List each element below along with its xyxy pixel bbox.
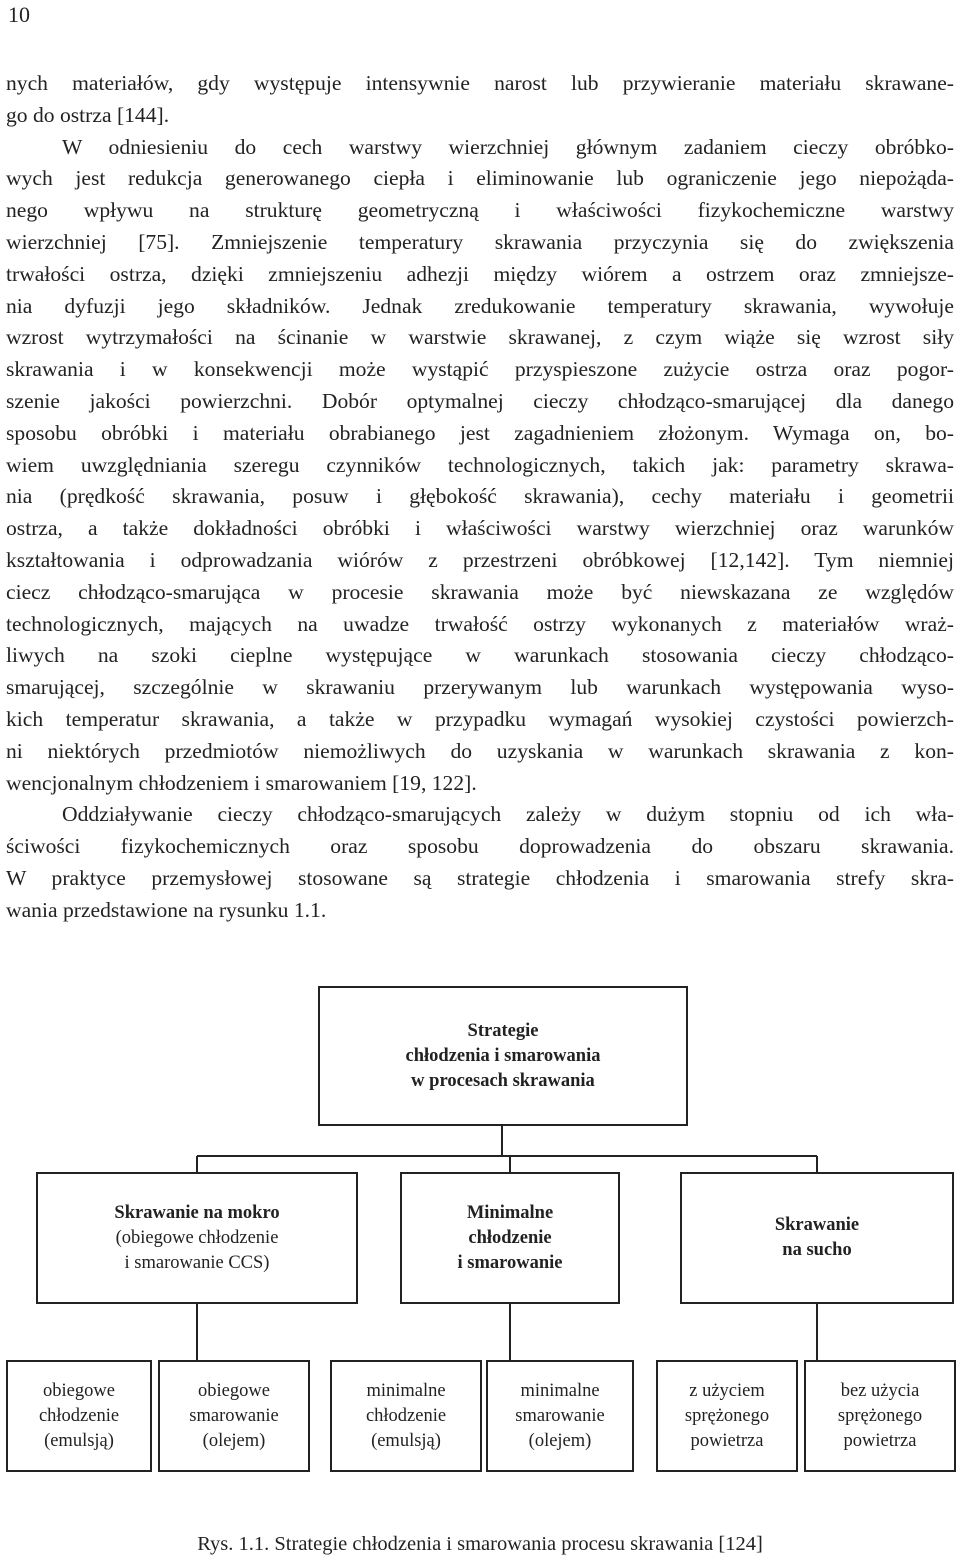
- leaf-box-with-compressed-air: [656, 1360, 798, 1472]
- box-line: na sucho: [782, 1240, 852, 1260]
- leaf-box-circulating-lubrication: [158, 1360, 310, 1472]
- body-text: [6, 68, 954, 927]
- leaf-line: smarowanie: [515, 1405, 605, 1426]
- leaf-line: powietrza: [690, 1430, 764, 1451]
- text-line: sposobu obróbki i materiału obrabianego jest zagadnieniem złożonym. Wymaga on, bo-: [6, 420, 954, 445]
- leaf-line: z użyciem: [689, 1380, 765, 1401]
- text-line: nia (prędkość skrawania, posuw i głębokość skrawania), cechy materiału i geometrii: [6, 484, 954, 509]
- root-line: chłodzenia i smarowania: [405, 1045, 601, 1066]
- page-number: 10: [8, 2, 30, 27]
- leaf-box-without-compressed-air: [804, 1360, 956, 1472]
- box-line: i smarowanie CCS): [124, 1252, 270, 1273]
- leaf-line: (olejem): [202, 1430, 266, 1451]
- leaf-line: sprężonego: [837, 1405, 923, 1426]
- leaf-line: (olejem): [528, 1430, 592, 1451]
- text-line: ciecz chłodząco-smarująca w procesie skrawania może być niewskazana ze względów: [6, 579, 954, 604]
- strategy-diagram: [0, 960, 960, 1480]
- text-line: wencjonalnym chłodzeniem i smarowaniem [19, 122].: [6, 770, 477, 795]
- leaf-line: minimalne: [366, 1380, 446, 1401]
- leaf-box-minimal-cooling: [330, 1360, 482, 1472]
- text-line: szenie jakości powierzchni. Dobór optymalnej cieczy chłodząco-smarującej dla danego: [6, 388, 954, 413]
- text-line: kich temperatur skrawania, a także w przypadku wymagań wysokiej czystości powierzch-: [6, 706, 954, 731]
- box-line: (obiegowe chłodzenie: [115, 1227, 279, 1248]
- root-line: w procesach skrawania: [411, 1070, 595, 1091]
- text-line: trwałości ostrza, dzięki zmniejszeniu adhezji między wiórem a ostrzem oraz zmniejsze-: [6, 261, 954, 286]
- leaf-line: (emulsją): [44, 1430, 114, 1451]
- box-line: Skrawanie: [774, 1215, 860, 1235]
- leaf-box-minimal-lubrication: [486, 1360, 634, 1472]
- diagram-root-box: [318, 986, 688, 1126]
- box-mql: [400, 1172, 620, 1304]
- box-wet-cutting: [36, 1172, 358, 1304]
- leaf-line: obiegowe: [43, 1380, 115, 1401]
- text-line: wiem uwzględniania szeregu czynników technologicznych, takich jak: parametry skrawa-: [6, 452, 954, 477]
- leaf-line: powietrza: [843, 1430, 917, 1451]
- text-line: wzrost wytrzymałości na ścinanie w warstwie skrawanej, z czym wiąże się wzrost siły: [6, 325, 954, 350]
- box-line: i smarowanie: [457, 1252, 563, 1273]
- root-line: Strategie: [467, 1020, 539, 1041]
- text-line: wych jest redukcja generowanego ciepła i eliminowanie lub ograniczenie jego niepożąda-: [6, 166, 954, 191]
- leaf-line: minimalne: [520, 1380, 600, 1401]
- text-line: kształtowania i odprowadzania wiórów z przestrzeni obróbkowej [12,142]. Tym niemniej: [6, 547, 954, 572]
- text-line: skrawania i w konsekwencji może wystąpić przyspieszone zużycie ostrza oraz pogor-: [6, 357, 954, 382]
- leaf-line: bez użycia: [840, 1380, 920, 1401]
- text-line: ostrza, a także dokładności obróbki i właściwości warstwy wierzchniej oraz warunków: [6, 516, 954, 541]
- leaf-line: obiegowe: [198, 1380, 270, 1401]
- text-line: technologicznych, mających na uwadze trwałość ostrzy wykonanych z materiałów wraż-: [6, 611, 954, 636]
- text-line: wierzchniej [75]. Zmniejszenie temperatury skrawania przyczynia się do zwiększenia: [6, 229, 954, 254]
- leaf-line: sprężonego: [684, 1405, 770, 1426]
- figure-caption: Rys. 1.1. Strategie chłodzenia i smarowania procesu skrawania [124]: [197, 1533, 763, 1555]
- leaf-box-circulating-cooling: [6, 1360, 152, 1472]
- text-line: ściwości fizykochemicznych oraz sposobu doprowadzenia do obszaru skrawania.: [6, 834, 954, 859]
- text-line: ni niektórych przedmiotów niemożliwych do uzyskania w warunkach skrawania z kon-: [6, 738, 954, 763]
- text-line: W praktyce przemysłowej stosowane są strategie chłodzenia i smarowania strefy skra-: [6, 865, 954, 890]
- leaf-line: chłodzenie: [38, 1405, 120, 1426]
- box-dry-cutting: [680, 1172, 954, 1304]
- box-line: chłodzenie: [468, 1227, 552, 1248]
- text-line: liwych na szoki cieplne występujące w warunkach stosowania cieczy chłodząco-: [6, 643, 954, 668]
- leaf-line: chłodzenie: [365, 1405, 447, 1426]
- text-line: nego wpływu na strukturę geometryczną i właściwości fizykochemiczne warstwy: [6, 198, 954, 223]
- text-line: go do ostrza [144].: [6, 102, 170, 127]
- text-line: Oddziaływanie cieczy chłodząco-smarujących zależy w dużym stopniu od ich wła-: [62, 802, 954, 827]
- text-line: W odniesieniu do cech warstwy wierzchniej głównym zadaniem cieczy obróbko-: [62, 134, 954, 159]
- leaf-line: (emulsją): [371, 1430, 441, 1451]
- box-line: Minimalne: [466, 1202, 554, 1223]
- box-line: Skrawanie na mokro: [114, 1202, 280, 1223]
- leaf-line: smarowanie: [189, 1405, 279, 1426]
- text-line: smarującej, szczególnie w skrawaniu przerywanym lub warunkach występowania wyso-: [6, 675, 954, 700]
- text-line: nia dyfuzji jego składników. Jednak zredukowanie temperatury skrawania, wywołuje: [6, 293, 954, 318]
- text-line: nych materiałów, gdy występuje intensywnie narost lub przywieranie materiału skrawane-: [6, 71, 954, 95]
- text-line: wania przedstawione na rysunku 1.1.: [6, 897, 327, 922]
